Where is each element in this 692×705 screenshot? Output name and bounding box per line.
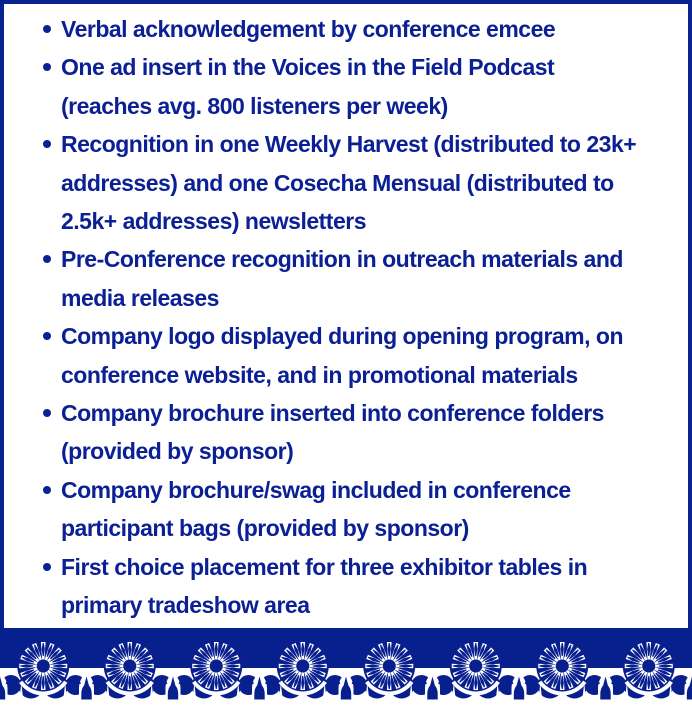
list-item [40, 471, 642, 548]
bullet-dot-icon [43, 25, 51, 33]
benefit-text: First choice placement for three exhibitor tables in primary tradeshow area [61, 553, 588, 619]
benefit-text: One ad insert in the Voices in the Field Podcast (reaches avg. 800 listeners per week) [61, 54, 555, 119]
bullet-dot-icon [43, 332, 51, 340]
list-item [40, 10, 642, 48]
bullet-dot-icon [43, 255, 51, 263]
benefit-text: Company logo displayed during opening program, on conference website, and in promotional materials [61, 323, 624, 388]
list-item [40, 125, 642, 240]
list-item [40, 48, 642, 125]
frame-border-top [0, 0, 692, 4]
benefit-text: Verbal acknowledgement by conference emcee [61, 16, 556, 42]
list-item [40, 394, 642, 471]
list-item [40, 240, 642, 317]
benefit-text: Company brochure/swag included in conference participant bags (provided by sponsor) [61, 476, 571, 542]
bullet-dot-icon [43, 63, 51, 71]
bullet-dot-icon [43, 140, 51, 148]
bullet-dot-icon [43, 409, 51, 417]
benefit-text: Recognition in one Weekly Harvest (distributed to 23k+ addresses) and one Cosecha Mensual (distributed to 2.5k+ addresses) newsletters [61, 131, 637, 235]
benefit-text: Company brochure inserted into conference folders (provided by sponsor) [61, 400, 604, 465]
frame-border-left [0, 0, 4, 632]
papel-picado-banner [0, 628, 692, 705]
frame-border-right [688, 0, 692, 632]
bullet-dot-icon [43, 563, 51, 571]
benefit-text: Pre-Conference recognition in outreach materials and media releases [61, 246, 623, 311]
benefits-list [40, 10, 642, 625]
list-item [40, 317, 642, 394]
bullet-dot-icon [43, 486, 51, 494]
list-item [40, 548, 642, 625]
